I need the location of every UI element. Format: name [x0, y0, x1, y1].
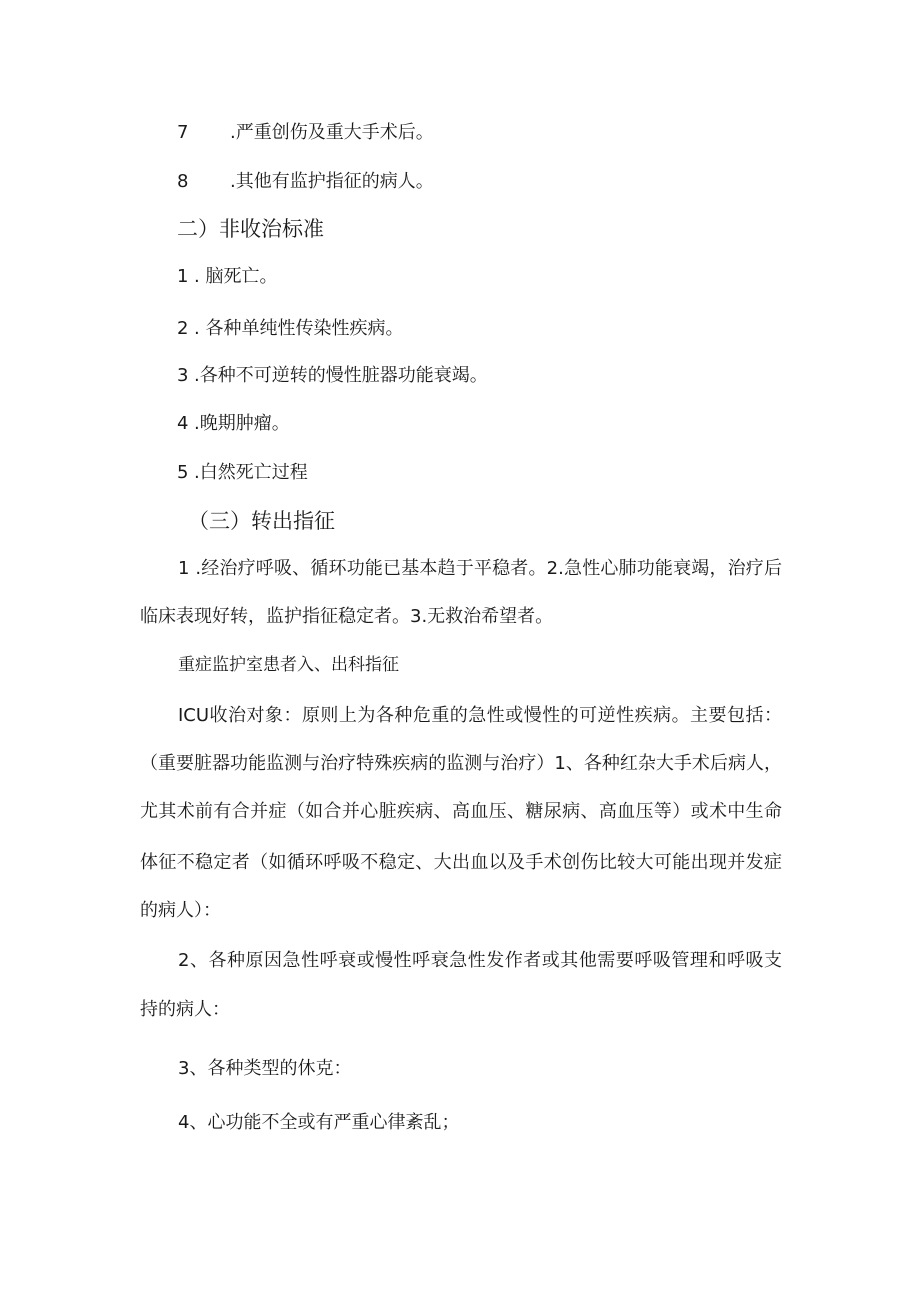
- item-number: 8: [177, 171, 189, 192]
- item-text: .严重创伤及重大手术后。: [230, 122, 434, 143]
- list-item: [177, 364, 488, 388]
- item-text: . 脑死亡。: [194, 266, 278, 287]
- list-item: [177, 265, 277, 289]
- item-number: 3: [177, 365, 189, 386]
- list-item: [177, 412, 290, 436]
- item-number: 4: [177, 413, 189, 434]
- paragraph-line: 临床表现好转，监护指征稳定者。3.无救治希望者。: [140, 606, 554, 627]
- item-text: .晚期肿瘤。: [194, 413, 290, 434]
- item-number: 2: [177, 318, 189, 339]
- section-heading: （三）转出指征: [188, 509, 335, 533]
- paragraph-line: 1 .经治疗呼吸、循环功能已基本趋于平稳者。2.急性心肺功能衰竭，治疗后: [178, 558, 782, 579]
- item-text: .白然死亡过程: [194, 462, 308, 483]
- list-item: [177, 170, 434, 194]
- paragraph-line: 尤其术前有合并症（如合并心脏疾病、高血压、糖尿病、高血压等）或术中生命: [140, 801, 782, 822]
- paragraph-line: （重要脏器功能监测与治疗特殊疾病的监测与治疗）1、各种红杂大手术后病人，: [140, 753, 782, 774]
- list-item: [177, 317, 403, 341]
- list-item: [177, 461, 308, 485]
- list-item: 4、心功能不全或有严重心律紊乱；: [178, 1112, 460, 1133]
- section-heading: 二）非收治标准: [177, 217, 324, 241]
- list-item: 3、各种类型的休克：: [178, 1058, 352, 1079]
- paragraph-line: ICU收治对象：原则上为各种危重的急性或慢性的可逆性疾病。主要包括：: [178, 705, 782, 726]
- item-text: . 各种单纯性传染性疾病。: [194, 318, 404, 339]
- item-number: 1: [177, 266, 189, 287]
- page-title: 重症监护室患者入、出科指征: [178, 655, 399, 675]
- paragraph-line: 的病人）：: [140, 900, 221, 921]
- item-text: .其他有监护指征的病人。: [230, 171, 434, 192]
- item-text: .各种不可逆转的慢性脏器功能衰竭。: [194, 365, 488, 386]
- item-number: 5: [177, 462, 189, 483]
- item-number: 7: [177, 122, 189, 143]
- list-item: [177, 121, 434, 145]
- paragraph-line: 2、各种原因急性呼衰或慢性呼衰急性发作者或其他需要呼吸管理和呼吸支: [178, 950, 782, 971]
- paragraph-line: 体征不稳定者（如循环呼吸不稳定、大出血以及手术创伤比较大可能出现并发症: [140, 852, 782, 873]
- paragraph-line: 持的病人：: [140, 999, 230, 1020]
